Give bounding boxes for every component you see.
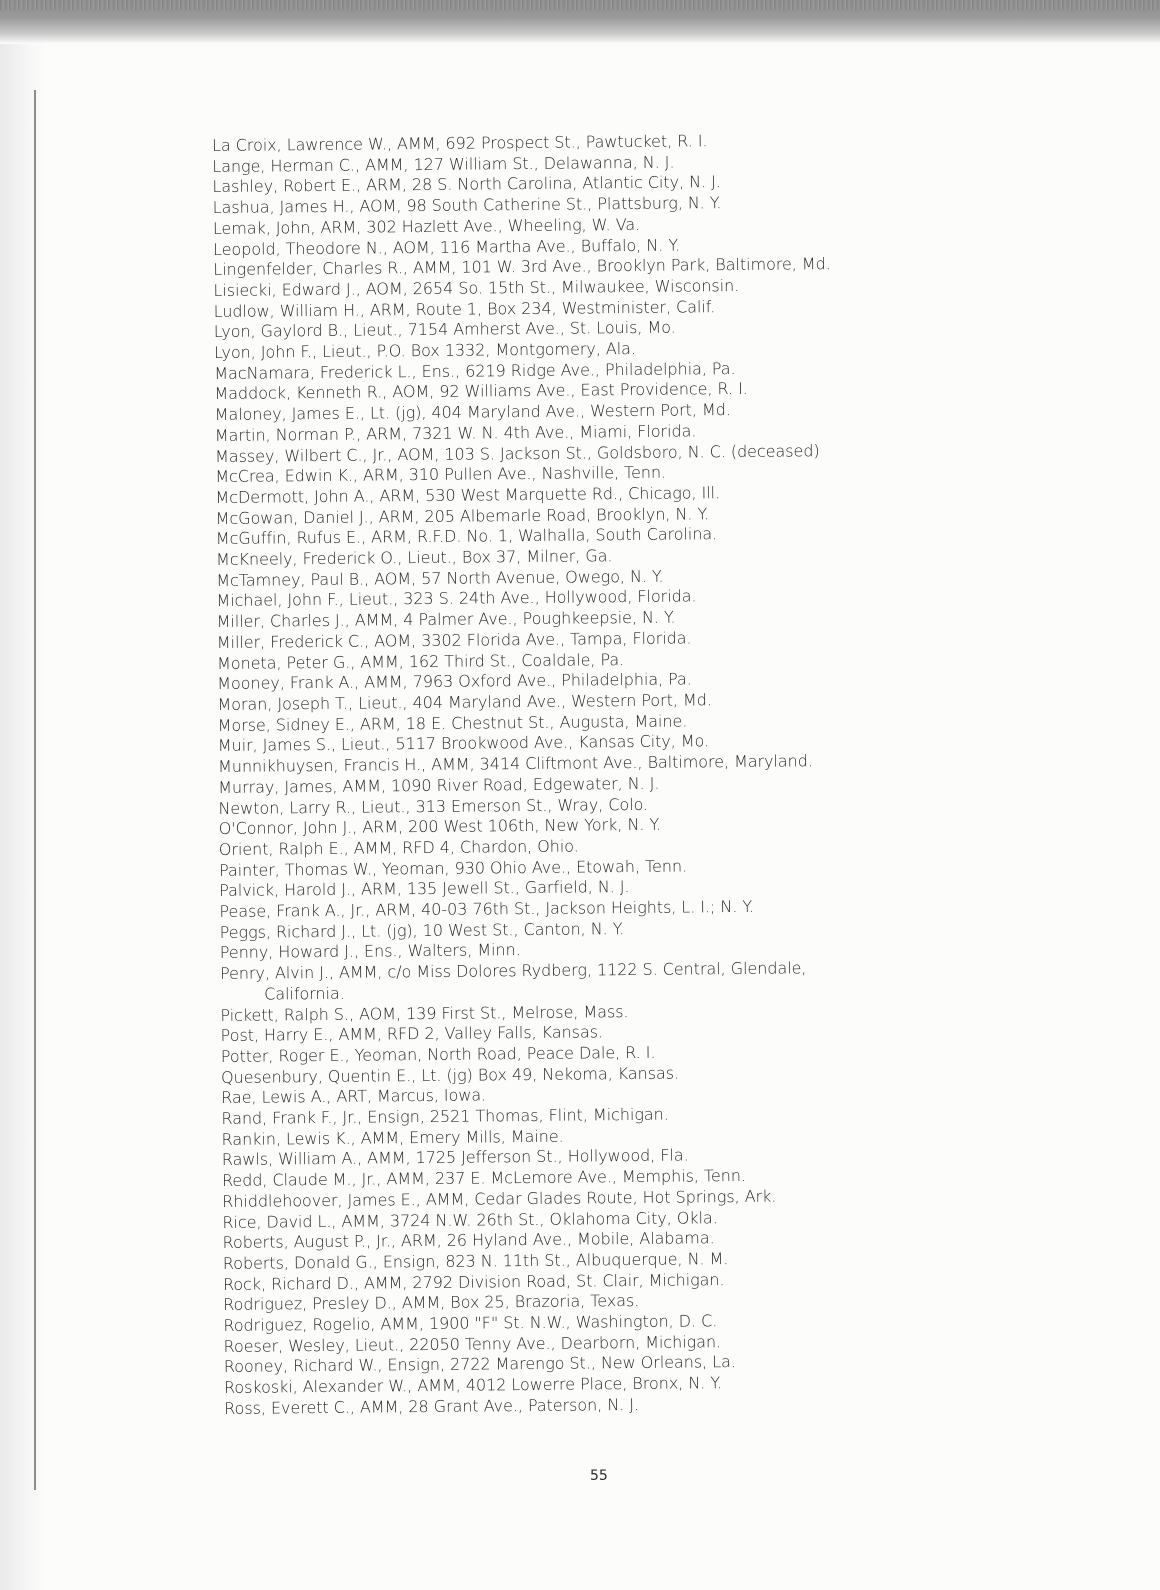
roster-entry: Murray, James, AMM, 1090 River Road, Edgewater, N. J.: [218, 773, 660, 797]
roster-entry: Munnikhuysen, Francis H., AMM, 3414 Cliftmont Ave., Baltimore, Maryland.: [217, 751, 813, 777]
roster-entry: Painter, Thomas W., Yeoman, 930 Ohio Ave., Etowah, Tenn.: [218, 856, 688, 880]
roster-entry: Moran, Joseph T., Lieut., 404 Maryland Ave., Western Port, Md.: [217, 690, 712, 714]
roster-entry: Ludlow, William H., ARM, Route 1, Box 234, Westminister, Calif.: [213, 296, 716, 321]
roster-entry: Lashua, James H., AOM, 98 South Catherine St., Plattsburg, N. Y.: [212, 193, 722, 218]
roster-entry-continuation: California.: [264, 983, 345, 1004]
roster-entry: Pickett, Ralph S., AOM, 139 First St., Melrose, Mass.: [220, 1001, 629, 1025]
roster-entry: Maloney, James E., Lt. (jg), 404 Maryland Ave., Western Port, Md.: [214, 400, 731, 425]
roster-entry: Newton, Larry R., Lieut., 313 Emerson St., Wray, Colo.: [218, 794, 649, 818]
roster-entry: Lemak, John, ARM, 302 Hazlett Ave., Wheeling, W. Va.: [212, 214, 641, 238]
roster-entry: McTamney, Paul B., AOM, 57 North Avenue, Owego, N. Y.: [216, 566, 664, 590]
roster-entry: Lisiecki, Edward J., AOM, 2654 So. 15th St., Milwaukee, Wisconsin.: [213, 275, 740, 300]
roster-entry: La Croix, Lawrence W., AMM, 692 Prospect St., Pawtucket, R. I.: [212, 131, 708, 155]
roster-entry: Rhiddlehoover, James E., AMM, Cedar Glades Route, Hot Springs, Ark.: [222, 1186, 777, 1211]
roster-entry: Roberts, Donald G., Ensign, 823 N. 11th St., Albuquerque, N. M.: [222, 1249, 729, 1273]
roster-list: [212, 127, 1124, 1419]
roster-entry: Muir, James S., Lieut., 5117 Brookwood Ave., Kansas City, Mo.: [217, 731, 710, 756]
roster-entry: Quesenbury, Quentin E., Lt. (jg) Box 49, Nekoma, Kansas.: [220, 1063, 680, 1087]
roster-entry: Orient, Ralph E., AMM, RFD 4, Chardon, Ohio.: [218, 836, 579, 859]
roster-entry: Pease, Frank A., Jr., ARM, 40-03 76th St., Jackson Heights, L. I.; N. Y.: [219, 896, 754, 921]
roster-entry: Peggs, Richard J., Lt. (jg), 10 West St., Canton, N. Y.: [219, 918, 625, 942]
roster-entry: Redd, Claude M., Jr., AMM, 237 E. McLemore Ave., Memphis, Tenn.: [221, 1166, 747, 1191]
roster-entry: McGuffin, Rufus E., ARM, R.F.D. No. 1, Walhalla, South Carolina.: [215, 524, 718, 549]
roster-entry: Rodriguez, Presley D., AMM, Box 25, Brazoria, Texas.: [223, 1291, 640, 1315]
roster-entry: Massey, Wilbert C., Jr., AOM, 103 S. Jackson St., Goldsboro, N. C. (deceased): [214, 440, 820, 466]
roster-entry: Rand, Frank F., Jr., Ensign, 2521 Thomas, Flint, Michigan.: [221, 1104, 669, 1129]
roster-entry: Michael, John F., Lieut., 323 S. 24th Ave., Hollywood, Florida.: [216, 586, 697, 611]
roster-entry: Mooney, Frank A., AMM, 7963 Oxford Ave., Philadelphia, Pa.: [217, 669, 692, 694]
roster-entry: Miller, Frederick C., AOM, 3302 Florida Ave., Tampa, Florida.: [216, 628, 692, 652]
scan-left-margin: [0, 44, 48, 1590]
roster-entry: Rodriguez, Rogelio, AMM, 1900 "F" St. N.W., Washington, D. C.: [223, 1311, 718, 1336]
roster-entry: Post, Harry E., AMM, RFD 2, Valley Falls, Kansas.: [220, 1022, 604, 1046]
roster-entry: Lyon, Gaylord B., Lieut., 7154 Amherst Ave., St. Louis, Mo.: [213, 317, 676, 342]
page-number: 55: [590, 1468, 608, 1484]
roster-entry: Lyon, John F., Lieut., P.O. Box 1332, Montgomery, Ala.: [213, 338, 637, 363]
roster-entry: Rock, Richard D., AMM, 2792 Division Road, St. Clair, Michigan.: [222, 1269, 725, 1294]
roster-entry: Rice, David L., AMM, 3724 N.W. 26th St., Oklahoma City, Okla.: [222, 1207, 718, 1232]
roster-entry: O'Connor, John J., ARM, 200 West 106th, New York, N. Y.: [218, 814, 662, 839]
roster-entry: McGowan, Daniel J., ARM, 205 Albemarle Road, Brooklyn, N. Y.: [215, 503, 710, 528]
scan-top-edge-texture: [0, 0, 1160, 10]
roster-entry: Rankin, Lewis K., AMM, Emery Mills, Maine.: [221, 1126, 564, 1149]
scan-top-edge: [0, 0, 1160, 44]
roster-entry: Miller, Charles J., AMM, 4 Palmer Ave., Poughkeepsie, N. Y.: [216, 607, 676, 632]
binding-edge-line: [34, 90, 36, 1490]
roster-entry: Palvick, Harold J., ARM, 135 Jewell St., Garfield, N. J.: [219, 877, 630, 901]
roster-entry: MacNamara, Frederick L., Ens., 6219 Ridge Ave., Philadelphia, Pa.: [214, 358, 736, 383]
roster-entry: Penny, Howard J., Ens., Walters, Minn.: [219, 940, 521, 963]
roster-entry: Penry, Alvin J., AMM, c/o Miss Dolores Rydberg, 1122 S. Central, Glendale,: [219, 958, 807, 984]
roster-entry: Ross, Everett C., AMM, 28 Grant Ave., Paterson, N. J.: [224, 1394, 640, 1418]
roster-entry: Maddock, Kenneth R., AOM, 92 Williams Ave., East Providence, R. I.: [214, 379, 748, 404]
roster-entry: Martin, Norman P., ARM, 7321 W. N. 4th Ave., Miami, Florida.: [214, 421, 697, 445]
roster-entry: McCrea, Edwin K., ARM, 310 Pullen Ave., Nashville, Tenn.: [215, 462, 667, 487]
roster-entry: McDermott, John A., ARM, 530 West Marquette Rd., Chicago, Ill.: [215, 483, 721, 507]
roster-entry: Roeser, Wesley, Lieut., 22050 Tenny Ave., Dearborn, Michigan.: [223, 1331, 722, 1356]
roster-entry: Rawls, William A., AMM, 1725 Jefferson St., Hollywood, Fla.: [221, 1145, 689, 1170]
roster-entry: Rae, Lewis A., ART, Marcus, Iowa.: [221, 1085, 487, 1108]
roster-entry: Lashley, Robert E., ARM, 28 S. North Carolina, Atlantic City, N. J.: [212, 172, 721, 197]
roster-entry: Rooney, Richard W., Ensign, 2722 Marengo St., New Orleans, La.: [223, 1352, 736, 1377]
roster-entry: Roberts, August P., Jr., ARM, 26 Hyland Ave., Mobile, Alabama.: [222, 1228, 715, 1253]
roster-entry: Lingenfelder, Charles R., AMM, 101 W. 3rd Ave., Brooklyn Park, Baltimore, Md.: [213, 254, 831, 280]
roster-entry: McKneely, Frederick O., Lieut., Box 37, Milner, Ga.: [215, 546, 613, 570]
roster-entry: Leopold, Theodore N., AOM, 116 Martha Ave., Buffalo, N. Y.: [212, 235, 680, 259]
roster-entry: Morse, Sidney E., ARM, 18 E. Chestnut St., Augusta, Maine.: [217, 711, 688, 735]
roster-entry: Potter, Roger E., Yeoman, North Road, Peace Dale, R. I.: [220, 1042, 656, 1066]
roster-entry: Roskoski, Alexander W., AMM, 4012 Lowerre Place, Bronx, N. Y.: [223, 1373, 722, 1398]
roster-entry: Lange, Herman C., AMM, 127 William St., Delawanna, N. J.: [212, 152, 675, 176]
roster-entry: Moneta, Peter G., AMM, 162 Third St., Coaldale, Pa.: [216, 649, 625, 673]
